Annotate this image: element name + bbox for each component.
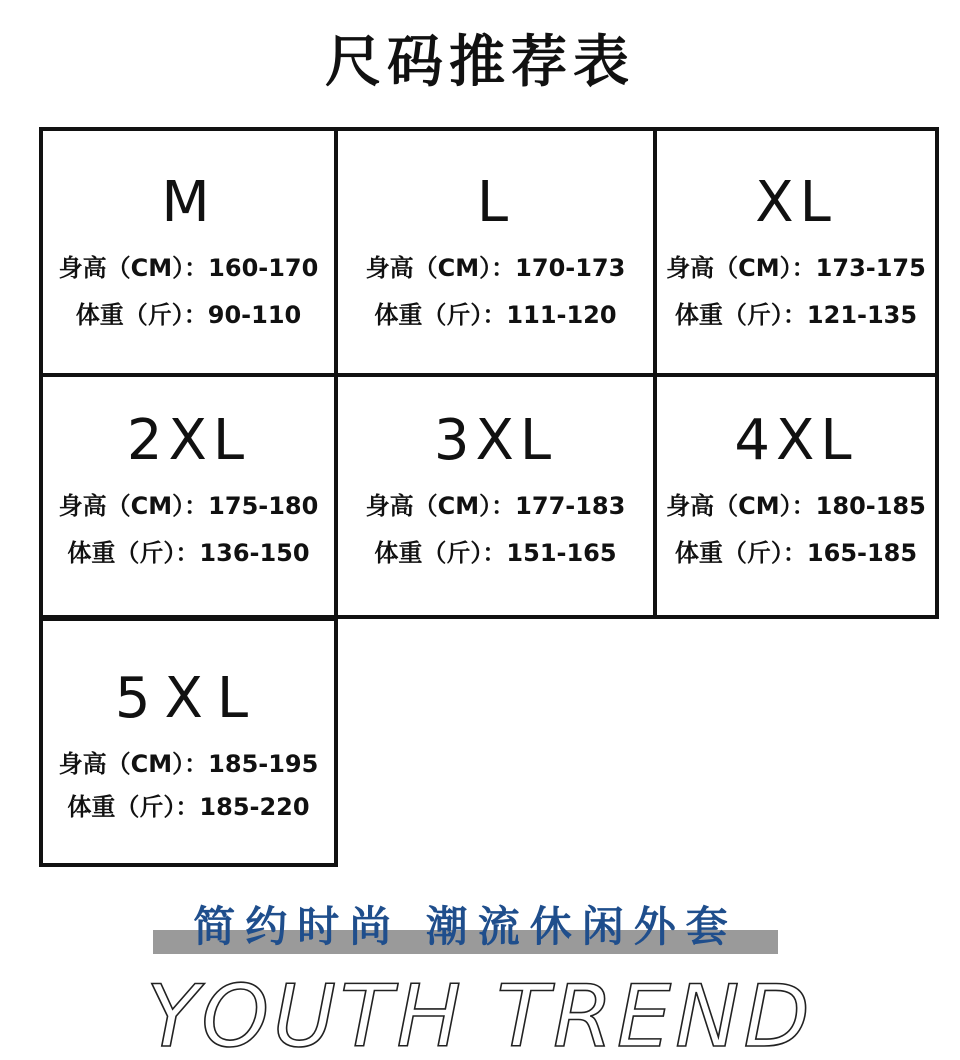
size-card-5xl <box>39 617 338 867</box>
height-range: 身高（CM）：175-180 <box>58 492 319 520</box>
size-card-xl <box>653 127 939 377</box>
weight-range: 体重（斤）：165-185 <box>674 539 918 567</box>
youth-trend-text: YOUTH TREND <box>146 968 814 1060</box>
size-label: 2XL <box>126 408 251 473</box>
size-label: 4XL <box>734 408 858 473</box>
size-card-m <box>39 127 338 377</box>
height-range: 身高（CM）：177-183 <box>365 492 626 520</box>
size-label: M <box>161 170 216 235</box>
size-card-3xl <box>334 373 657 619</box>
weight-range: 体重（斤）：111-120 <box>374 301 617 329</box>
height-range: 身高（CM）：160-170 <box>58 254 319 282</box>
size-card-2xl <box>39 373 338 619</box>
height-range: 身高（CM）：180-185 <box>666 492 926 520</box>
size-label: L <box>476 170 515 235</box>
weight-range: 体重（斤）：151-165 <box>374 539 617 567</box>
height-range: 身高（CM）：173-175 <box>666 254 926 282</box>
height-range: 身高（CM）：185-195 <box>58 750 319 778</box>
youth-trend-outline-text <box>0 968 960 1060</box>
slogan-banner <box>153 900 778 960</box>
size-label: 3XL <box>433 408 558 473</box>
slogan-text: 简约时尚 潮流休闲外套 <box>193 902 738 951</box>
weight-range: 体重（斤）：136-150 <box>67 539 310 567</box>
weight-range: 体重（斤）：185-220 <box>67 793 310 821</box>
height-range: 身高（CM）：170-173 <box>365 254 626 282</box>
size-label: 5XL <box>114 666 263 731</box>
size-label: XL <box>755 170 837 235</box>
size-card-4xl <box>653 373 939 619</box>
weight-range: 体重（斤）：90-110 <box>75 301 302 329</box>
page-title: 尺码推荐表 <box>325 30 635 95</box>
size-card-l <box>334 127 657 377</box>
weight-range: 体重（斤）：121-135 <box>674 301 918 329</box>
